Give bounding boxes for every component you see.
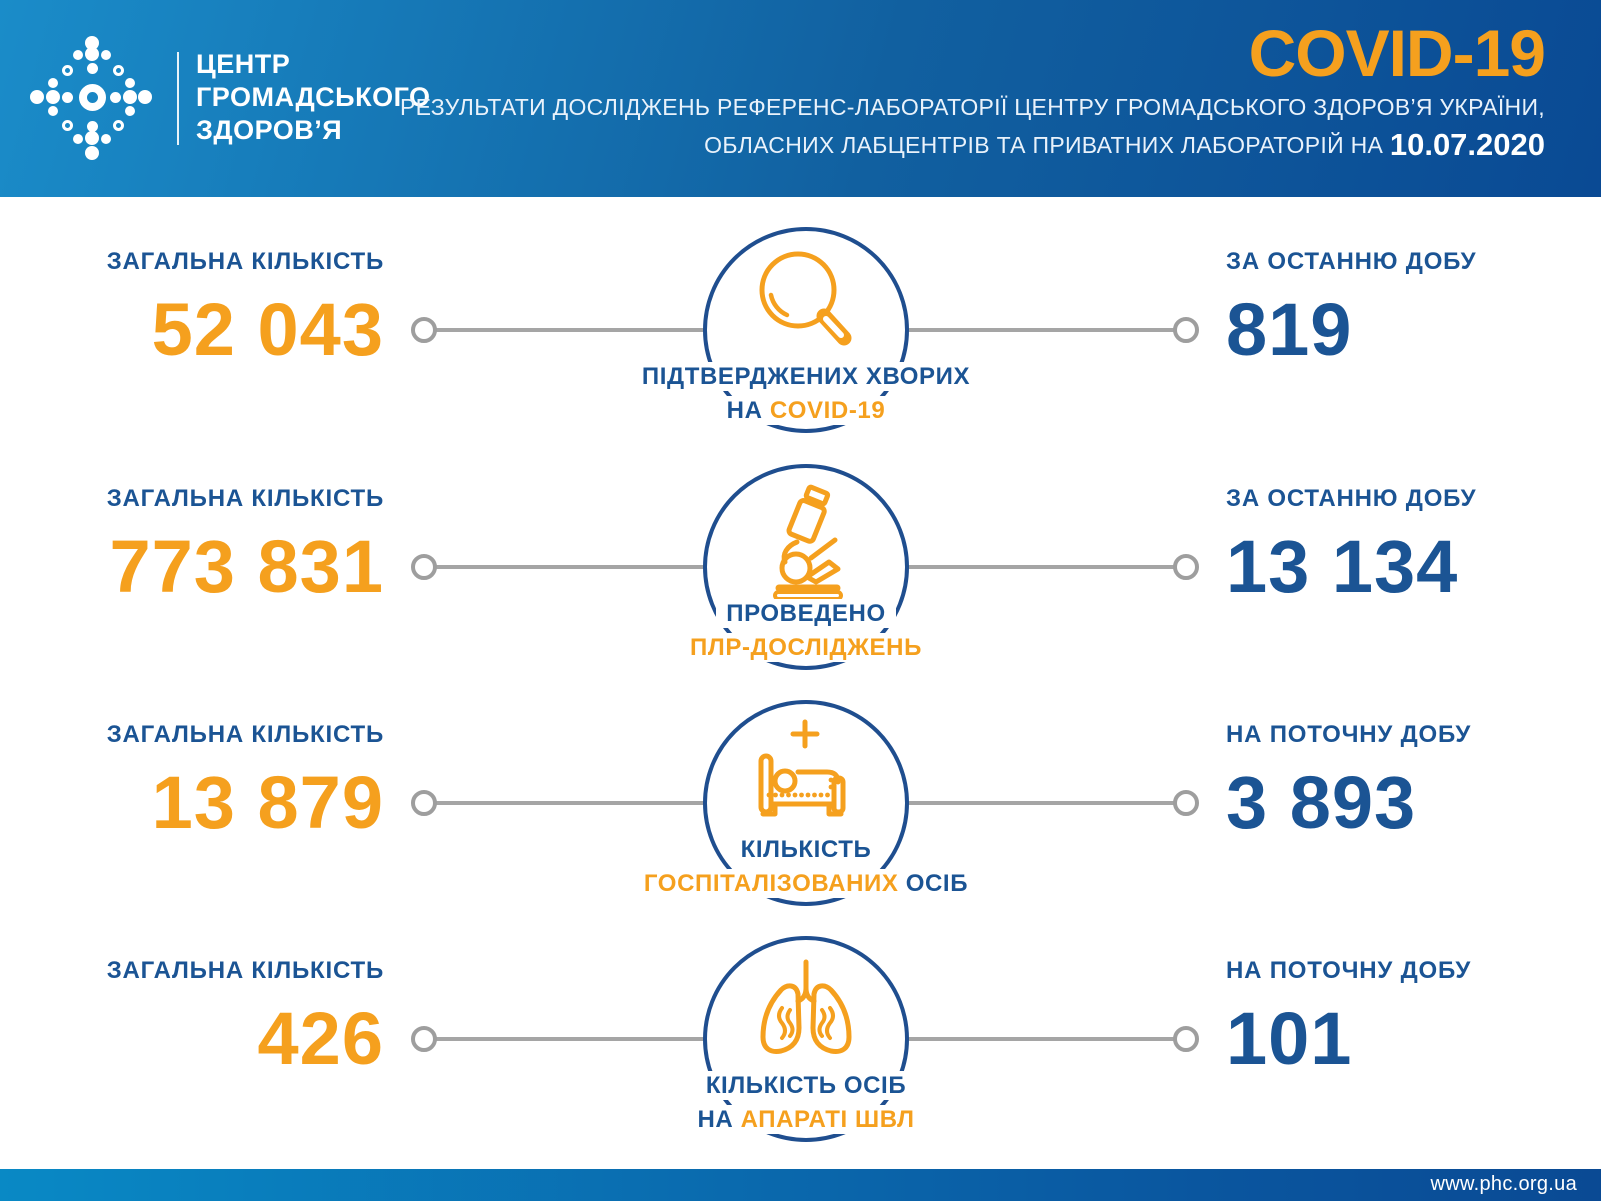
connector-ring-right <box>1173 790 1199 816</box>
period-value: 101 <box>1226 997 1353 1080</box>
connector-ring-right <box>1173 317 1199 343</box>
caption-line2: ПЛР-ДОСЛІДЖЕНЬ <box>680 633 932 662</box>
org-name-line: ЦЕНТР <box>196 49 291 79</box>
hospital-bed-icon <box>741 716 871 846</box>
connector-ring-left <box>411 554 437 580</box>
total-value: 426 <box>257 997 384 1080</box>
connector-ring-right <box>1173 554 1199 580</box>
caption-line1: ПРОВЕДЕНО <box>716 599 895 628</box>
total-label: ЗАГАЛЬНА КІЛЬКІСТЬ <box>106 957 384 984</box>
logo-divider <box>177 52 179 145</box>
period-value: 3 893 <box>1226 761 1417 844</box>
total-label: ЗАГАЛЬНА КІЛЬКІСТЬ <box>106 248 384 275</box>
org-name-line: ЗДОРОВ’Я <box>196 115 343 145</box>
phc-logo-icon <box>36 40 151 155</box>
total-value: 13 879 <box>151 761 384 844</box>
microscope-icon <box>741 480 871 610</box>
report-date: 10.07.2020 <box>1389 127 1545 162</box>
caption-line1: КІЛЬКІСТЬ ОСІБ <box>696 1071 916 1100</box>
caption-line2: НА АПАРАТІ ШВЛ <box>687 1105 924 1134</box>
total-value: 773 831 <box>109 525 384 608</box>
stat-row-confirmed <box>0 210 1601 450</box>
magnifying-glass-icon <box>741 243 871 373</box>
period-label: ЗА ОСТАННЮ ДОБУ <box>1226 485 1477 512</box>
total-label: ЗАГАЛЬНА КІЛЬКІСТЬ <box>106 485 384 512</box>
connector-ring-left <box>411 1026 437 1052</box>
footer-url: www.phc.org.ua <box>1430 1173 1577 1195</box>
page-title: COVID-19 <box>1248 16 1545 90</box>
org-name-line: ГРОМАДСЬКОГО <box>196 82 431 112</box>
subtitle-line2: ОБЛАСНИХ ЛАБЦЕНТРІВ ТА ПРИВАТНИХ ЛАБОРАТОРІЙ НА 10.07.2020 <box>704 127 1545 162</box>
caption-line1: ПІДТВЕРДЖЕНИХ ХВОРИХ <box>632 362 980 391</box>
connector-ring-left <box>411 317 437 343</box>
period-value: 819 <box>1226 288 1353 371</box>
org-name <box>196 48 431 147</box>
subtitle-line1: РЕЗУЛЬТАТИ ДОСЛІДЖЕНЬ РЕФЕРЕНС-ЛАБОРАТОРІЇ ЦЕНТРУ ГРОМАДСЬКОГО ЗДОРОВ’Я УКРАЇНИ, <box>399 94 1545 120</box>
lungs-icon <box>741 952 871 1082</box>
total-value: 52 043 <box>151 288 384 371</box>
caption-line2: НА COVID-19 <box>717 396 896 425</box>
caption-line2: ГОСПІТАЛІЗОВАНИХ ОСІБ <box>634 869 978 898</box>
footer-bar <box>0 1169 1601 1201</box>
period-value: 13 134 <box>1226 525 1459 608</box>
period-label: НА ПОТОЧНУ ДОБУ <box>1226 721 1472 748</box>
stat-row-pcr-tests <box>0 447 1601 687</box>
caption-line1: КІЛЬКІСТЬ <box>731 835 882 864</box>
stat-row-ventilators <box>0 919 1601 1159</box>
connector-ring-right <box>1173 1026 1199 1052</box>
period-label: ЗА ОСТАННЮ ДОБУ <box>1226 248 1477 275</box>
connector-ring-left <box>411 790 437 816</box>
stat-row-hospitalized <box>0 683 1601 923</box>
total-label: ЗАГАЛЬНА КІЛЬКІСТЬ <box>106 721 384 748</box>
header-banner <box>0 0 1601 197</box>
period-label: НА ПОТОЧНУ ДОБУ <box>1226 957 1472 984</box>
